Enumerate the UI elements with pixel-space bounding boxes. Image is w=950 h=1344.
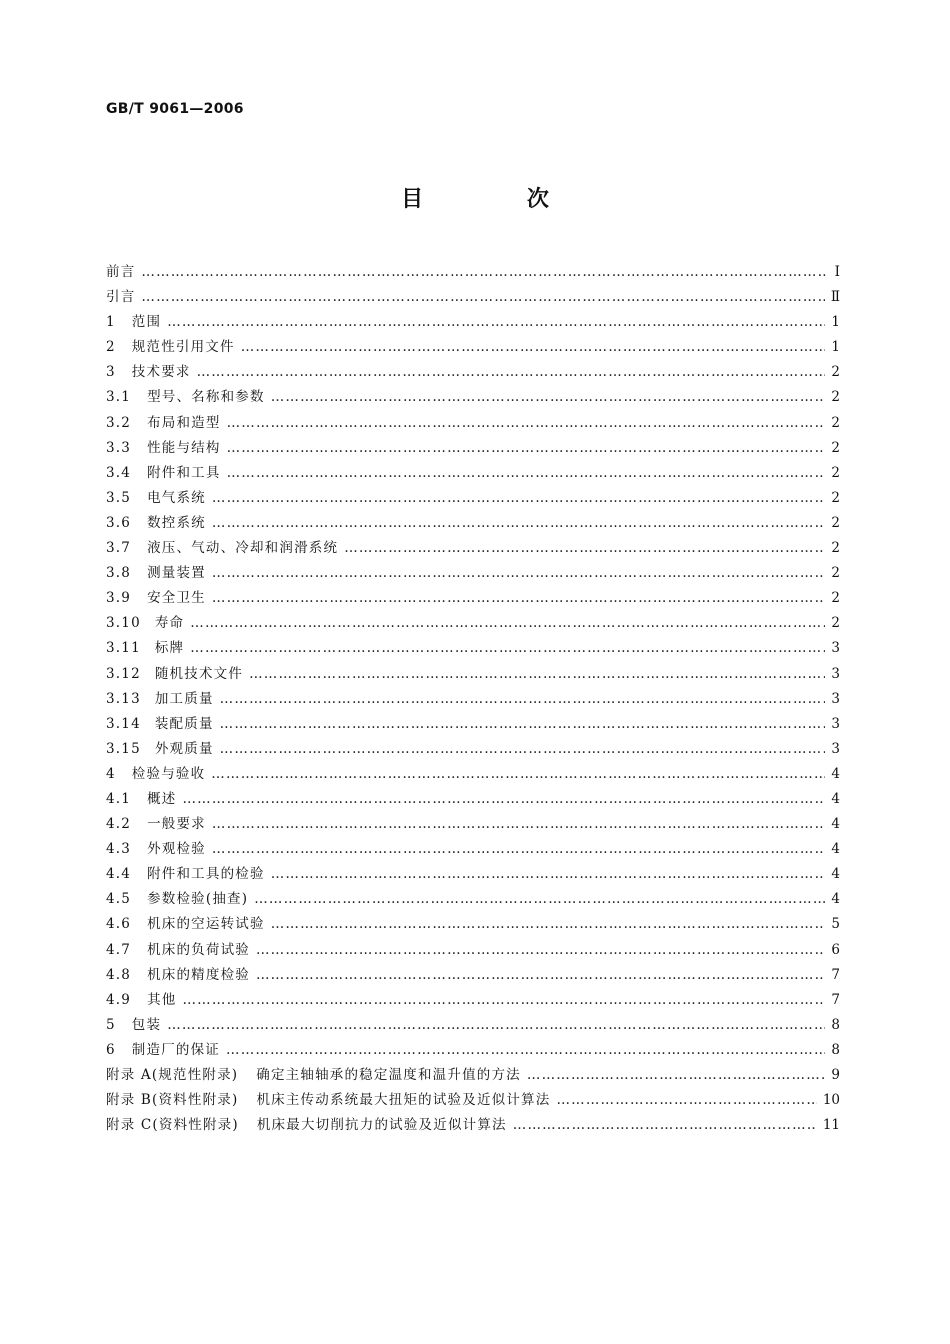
toc-page-number: 4 (831, 866, 840, 883)
toc-entry-text (106, 561, 206, 586)
toc-entry-number: 4.8 (106, 966, 132, 983)
toc-entry-number: 3.11 (106, 640, 141, 657)
toc-entry-number: 1 (106, 314, 116, 331)
toc-entry-title: 概述 (147, 790, 177, 807)
toc-entry[interactable] (106, 662, 840, 687)
toc-entry-text (106, 837, 206, 862)
toc-leader-dots (527, 1063, 826, 1088)
toc-entry-number: 3 (106, 364, 116, 381)
toc-page-number: 2 (831, 565, 840, 582)
toc-entry-text (106, 385, 265, 410)
toc-entry[interactable] (106, 461, 840, 486)
toc-entry-title: 一般要求 (147, 816, 206, 833)
toc-entry-number: 4.4 (106, 866, 132, 883)
toc-page-number: 3 (831, 665, 840, 682)
toc-entry-title: 机床主传动系统最大扭矩的试验及近似计算法 (256, 1092, 551, 1109)
toc-entry-title: 包装 (131, 1016, 162, 1033)
toc-entry-title: 机床的空运转试验 (147, 916, 265, 933)
toc-entry-number: 4.9 (106, 991, 132, 1008)
toc-page-number: 2 (831, 590, 840, 607)
toc-leader-dots (212, 486, 826, 511)
toc-entry-number: 3.12 (106, 665, 141, 682)
toc-entry-title: 标牌 (154, 640, 185, 657)
toc-page-number: 9 (831, 1067, 840, 1083)
toc-entry[interactable] (106, 310, 840, 335)
toc-page-number: Ⅱ (830, 289, 840, 306)
toc-entry-number: 2 (106, 339, 116, 356)
toc-entry[interactable] (106, 862, 840, 887)
toc-entry-number: 3.4 (106, 464, 132, 481)
toc-entry[interactable] (106, 536, 840, 561)
toc-leader-dots (190, 611, 825, 636)
toc-leader-dots (190, 636, 825, 661)
toc-leader-dots (211, 762, 825, 787)
toc-leader-dots (141, 260, 826, 285)
toc-leader-dots (513, 1113, 817, 1138)
toc-entry-title: 规范性引用文件 (131, 339, 235, 356)
toc-page-number: 6 (831, 941, 840, 958)
toc-entry-text (106, 285, 135, 310)
toc-page-number: 2 (831, 540, 840, 557)
toc-entry-text (106, 310, 161, 335)
toc-page-number: 2 (831, 514, 840, 531)
toc-entry-text (106, 1063, 521, 1088)
toc-entry-number: 5 (106, 1016, 116, 1033)
toc-entry-number: 3.6 (106, 514, 132, 531)
toc-page-number: 8 (831, 1016, 840, 1033)
toc-page-number: 4 (831, 765, 840, 782)
toc-entry[interactable] (106, 1013, 840, 1038)
toc-entry-number: 4.5 (106, 891, 132, 908)
toc-entry-text (106, 687, 214, 712)
toc-entry-title: 随机技术文件 (154, 665, 244, 682)
toc-entry-title: 电气系统 (147, 489, 206, 506)
toc-entry-number: 附录 B(资料性附录) (106, 1092, 239, 1109)
toc-entry-title: 范围 (131, 314, 162, 331)
toc-entry-text (106, 737, 214, 762)
toc-entry-title: 引言 (106, 289, 136, 306)
toc-entry[interactable] (106, 260, 840, 285)
toc-entry-text (106, 511, 206, 536)
toc-entry-text (106, 1038, 220, 1063)
toc-page-number: 2 (831, 489, 840, 506)
toc-entry[interactable] (106, 963, 840, 988)
toc-entry[interactable] (106, 636, 840, 661)
toc-page-number: 4 (831, 891, 840, 908)
toc-page-number: 1 (831, 339, 840, 356)
toc-entry[interactable] (106, 1063, 840, 1088)
toc-entry-text (106, 486, 206, 511)
toc-entry-text (106, 411, 221, 436)
toc-page-number: 7 (831, 966, 840, 983)
toc-leader-dots (182, 787, 825, 812)
toc-entry-number: 6 (106, 1041, 116, 1058)
toc-leader-dots (256, 963, 825, 988)
toc-entry-number: 4 (106, 765, 116, 782)
toc-entry[interactable] (106, 411, 840, 436)
toc-entry[interactable] (106, 687, 840, 712)
toc-leader-dots (212, 511, 826, 536)
toc-entry-text (106, 662, 243, 687)
toc-entry-title: 寿命 (154, 615, 185, 632)
toc-entry-number: 3.5 (106, 489, 132, 506)
toc-page-number: 7 (831, 991, 840, 1008)
toc-page-number: 2 (831, 464, 840, 481)
toc-entry-text (106, 1113, 507, 1138)
toc-entry-text (106, 335, 235, 360)
toc-leader-dots (241, 335, 826, 360)
toc-entry-title: 外观质量 (154, 740, 214, 757)
toc-page-number: 3 (831, 740, 840, 757)
toc-leader-dots (254, 887, 825, 912)
page-title: 目 次 (401, 187, 597, 212)
toc-entry[interactable] (106, 1088, 840, 1113)
standard-code: GB/T 9061—2006 (106, 101, 244, 117)
toc-leader-dots (212, 561, 826, 586)
toc-leader-dots (256, 938, 825, 963)
toc-leader-dots (271, 862, 826, 887)
toc-entry-number: 4.6 (106, 916, 132, 933)
toc-entry-number: 3.13 (106, 690, 141, 707)
toc-leader-dots (141, 285, 824, 310)
table-of-contents (106, 260, 840, 1138)
toc-page-number: 4 (831, 841, 840, 858)
toc-leader-dots (220, 712, 826, 737)
toc-entry[interactable] (106, 762, 840, 787)
toc-page-number: 2 (831, 414, 840, 431)
toc-entry-number: 3.15 (106, 740, 141, 757)
toc-leader-dots (212, 586, 826, 611)
toc-entry-title: 机床的精度检验 (147, 966, 250, 983)
toc-leader-dots (556, 1088, 816, 1113)
toc-leader-dots (344, 536, 825, 561)
toc-entry-title: 制造厂的保证 (131, 1041, 220, 1058)
toc-page-number: 1 (831, 314, 840, 331)
toc-entry[interactable] (106, 787, 840, 812)
toc-entry-text (106, 862, 265, 887)
toc-page-number: 2 (831, 389, 840, 406)
toc-leader-dots (227, 411, 826, 436)
toc-entry[interactable] (106, 335, 840, 360)
toc-entry-title: 参数检验(抽查) (147, 891, 249, 908)
toc-entry-title: 布局和造型 (147, 414, 221, 431)
toc-entry-title: 测量装置 (147, 565, 206, 582)
toc-entry-title: 附件和工具的检验 (147, 866, 265, 883)
toc-entry-title: 加工质量 (154, 690, 214, 707)
toc-entry-text (106, 912, 265, 937)
toc-entry[interactable] (106, 712, 840, 737)
toc-entry-text (106, 787, 176, 812)
toc-entry-text (106, 712, 214, 737)
toc-entry[interactable] (106, 586, 840, 611)
toc-page-number: 3 (831, 690, 840, 707)
toc-entry-number: 3.14 (106, 715, 141, 732)
toc-entry-text (106, 611, 184, 636)
toc-leader-dots (167, 310, 825, 335)
toc-entry[interactable] (106, 1113, 840, 1138)
toc-entry-title: 技术要求 (131, 364, 191, 381)
toc-entry[interactable] (106, 887, 840, 912)
toc-entry-text (106, 812, 206, 837)
toc-page-number: 11 (822, 1117, 840, 1134)
toc-entry-title: 外观检验 (147, 841, 206, 858)
toc-entry-number: 3.2 (106, 414, 132, 431)
toc-leader-dots (249, 662, 825, 687)
toc-entry-number: 3.10 (106, 615, 141, 632)
toc-entry-title: 机床最大切削抗力的试验及近似计算法 (256, 1117, 507, 1134)
toc-entry-number: 4.7 (106, 941, 132, 958)
toc-leader-dots (212, 837, 826, 862)
toc-page-number: 4 (831, 790, 840, 807)
toc-entry[interactable] (106, 812, 840, 837)
toc-entry-text (106, 887, 248, 912)
toc-entry-title: 前言 (106, 264, 136, 280)
toc-page-number: 3 (831, 715, 840, 732)
toc-entry-text (106, 988, 176, 1013)
toc-entry-title: 型号、名称和参数 (147, 389, 265, 406)
toc-entry[interactable] (106, 385, 840, 410)
toc-page-number: 3 (831, 640, 840, 657)
toc-entry-number: 3.3 (106, 439, 132, 456)
toc-entry-text (106, 636, 184, 661)
toc-entry[interactable] (106, 360, 840, 385)
toc-entry-number: 4.1 (106, 790, 132, 807)
toc-entry-text (106, 260, 135, 285)
toc-entry[interactable] (106, 486, 840, 511)
toc-entry-title: 安全卫生 (147, 590, 206, 607)
toc-entry-text (106, 586, 206, 611)
toc-entry-text (106, 938, 250, 963)
toc-entry[interactable] (106, 912, 840, 937)
toc-page-number: 5 (831, 916, 840, 933)
toc-entry-text (106, 436, 221, 461)
toc-leader-dots (220, 737, 826, 762)
toc-entry-title: 确定主轴轴承的稳定温度和温升值的方法 (256, 1067, 521, 1083)
toc-entry-text (106, 1088, 550, 1113)
toc-entry-text (106, 762, 205, 787)
toc-entry-title: 其他 (147, 991, 177, 1008)
toc-entry-number: 4.2 (106, 816, 132, 833)
toc-entry[interactable] (106, 837, 840, 862)
toc-leader-dots (271, 912, 826, 937)
toc-entry-title: 检验与验收 (131, 765, 206, 782)
toc-entry-number: 附录 C(资料性附录) (106, 1117, 239, 1134)
toc-entry[interactable] (106, 511, 840, 536)
toc-leader-dots (226, 1038, 825, 1063)
toc-entry[interactable] (106, 1038, 840, 1063)
toc-leader-dots (271, 385, 826, 410)
toc-entry-title: 附件和工具 (147, 464, 221, 481)
toc-page-number: Ⅰ (834, 264, 840, 280)
toc-entry-text (106, 536, 338, 561)
toc-entry-text (106, 461, 221, 486)
toc-page-number: 4 (831, 816, 840, 833)
toc-entry-number: 3.7 (106, 540, 132, 557)
toc-page-number: 2 (831, 439, 840, 456)
toc-leader-dots (182, 988, 825, 1013)
toc-entry[interactable] (106, 436, 840, 461)
toc-leader-dots (227, 461, 826, 486)
toc-entry[interactable] (106, 938, 840, 963)
toc-entry-number: 4.3 (106, 841, 132, 858)
toc-entry[interactable] (106, 611, 840, 636)
toc-page-number: 2 (831, 615, 840, 632)
toc-entry-number: 3.9 (106, 590, 132, 607)
toc-page-number: 8 (831, 1041, 840, 1058)
toc-entry-title: 液压、气动、冷却和润滑系统 (147, 540, 339, 557)
toc-entry[interactable] (106, 285, 840, 310)
toc-entry-title: 机床的负荷试验 (147, 941, 250, 958)
toc-entry[interactable] (106, 737, 840, 762)
toc-entry-title: 数控系统 (147, 514, 206, 531)
toc-entry-number: 附录 A(规范性附录) (106, 1067, 239, 1083)
toc-page-number: 10 (822, 1092, 840, 1109)
toc-entry[interactable] (106, 988, 840, 1013)
toc-entry-number: 3.1 (106, 389, 132, 406)
toc-entry-number: 3.8 (106, 565, 132, 582)
toc-leader-dots (212, 812, 826, 837)
toc-leader-dots (167, 1013, 825, 1038)
toc-leader-dots (197, 360, 826, 385)
toc-entry-text (106, 360, 191, 385)
toc-leader-dots (227, 436, 826, 461)
toc-entry-title: 性能与结构 (147, 439, 221, 456)
toc-leader-dots (220, 687, 826, 712)
toc-entry-text (106, 1013, 161, 1038)
toc-entry-text (106, 963, 250, 988)
toc-page-number: 2 (831, 364, 840, 381)
toc-entry[interactable] (106, 561, 840, 586)
toc-entry-title: 装配质量 (154, 715, 214, 732)
